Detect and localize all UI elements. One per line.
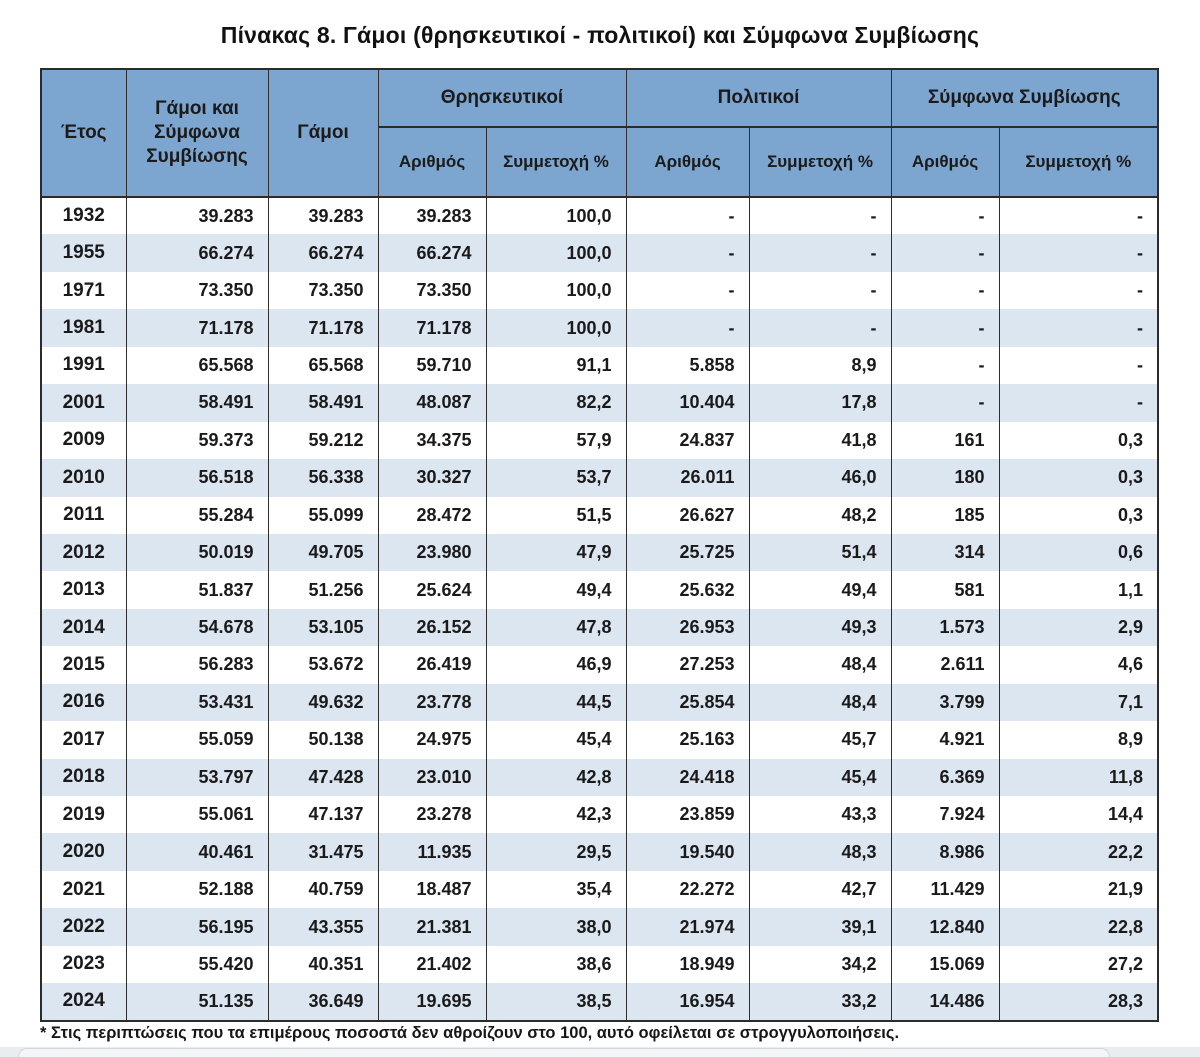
table-row xyxy=(41,983,1158,1020)
civil-share-cell: 49,4 xyxy=(749,571,891,608)
cohabitation-number-cell: 581 xyxy=(891,571,999,608)
subheader-civil-number: Αριθμός xyxy=(626,127,749,197)
marriages-and-unions-cell: 55.061 xyxy=(126,796,268,833)
cohabitation-number-cell: 6.369 xyxy=(891,759,999,796)
year-cell: 2024 xyxy=(41,983,126,1020)
bottom-panel-edge xyxy=(18,1048,1110,1057)
civil-number-cell: 22.272 xyxy=(626,871,749,908)
rounding-footnote: * Στις περιπτώσεις που τα επιμέρους ποσοστά δεν αθροίζουν στο 100, αυτό οφείλεται σε στρογγυλοποιήσεις. xyxy=(40,1024,900,1042)
religious-share-cell: 82,2 xyxy=(486,384,626,421)
marriages-cell: 40.759 xyxy=(268,871,378,908)
religious-number-cell: 21.402 xyxy=(378,946,486,983)
table-row xyxy=(41,946,1158,983)
marriages-cell: 53.672 xyxy=(268,646,378,683)
cohabitation-share-cell: - xyxy=(999,197,1158,234)
marriages-and-unions-cell: 51.837 xyxy=(126,571,268,608)
table-row xyxy=(41,347,1158,384)
civil-number-cell: 25.163 xyxy=(626,721,749,758)
cohabitation-number-cell: - xyxy=(891,197,999,234)
cohabitation-share-cell: 28,3 xyxy=(999,983,1158,1020)
cohabitation-share-cell: 27,2 xyxy=(999,946,1158,983)
cohabitation-number-cell: - xyxy=(891,309,999,346)
table-row xyxy=(41,609,1158,646)
year-cell: 2020 xyxy=(41,833,126,870)
religious-number-cell: 30.327 xyxy=(378,459,486,496)
statistics-table-container xyxy=(40,68,1159,1022)
religious-number-cell: 23.980 xyxy=(378,534,486,571)
civil-number-cell: - xyxy=(626,197,749,234)
religious-share-cell: 53,7 xyxy=(486,459,626,496)
group-header-cohabitation: Σύμφωνα Συμβίωσης xyxy=(891,69,1158,127)
page-title: Πίνακας 8. Γάμοι (θρησκευτικοί - πολιτικοί) και Σύμφωνα Συμβίωσης xyxy=(220,22,980,48)
table-row xyxy=(41,234,1158,271)
cohabitation-share-cell: 22,2 xyxy=(999,833,1158,870)
civil-share-cell: 17,8 xyxy=(749,384,891,421)
cohabitation-number-cell: 1.573 xyxy=(891,609,999,646)
marriages-cell: 31.475 xyxy=(268,833,378,870)
marriages-and-unions-cell: 54.678 xyxy=(126,609,268,646)
cohabitation-number-cell: - xyxy=(891,384,999,421)
year-cell: 2011 xyxy=(41,497,126,534)
marriages-and-unions-cell: 40.461 xyxy=(126,833,268,870)
table-row xyxy=(41,422,1158,459)
year-cell: 2019 xyxy=(41,796,126,833)
civil-share-cell: - xyxy=(749,197,891,234)
table-row xyxy=(41,646,1158,683)
year-cell: 2023 xyxy=(41,946,126,983)
cohabitation-share-cell: 22,8 xyxy=(999,908,1158,945)
religious-number-cell: 28.472 xyxy=(378,497,486,534)
table-row xyxy=(41,197,1158,234)
religious-share-cell: 51,5 xyxy=(486,497,626,534)
marriages-cell: 49.705 xyxy=(268,534,378,571)
civil-number-cell: 5.858 xyxy=(626,347,749,384)
religious-number-cell: 26.152 xyxy=(378,609,486,646)
religious-share-cell: 46,9 xyxy=(486,646,626,683)
religious-number-cell: 48.087 xyxy=(378,384,486,421)
cohabitation-number-cell: 11.429 xyxy=(891,871,999,908)
marriages-and-unions-cell: 52.188 xyxy=(126,871,268,908)
marriages-and-unions-cell: 56.518 xyxy=(126,459,268,496)
table-row xyxy=(41,534,1158,571)
year-cell: 1991 xyxy=(41,347,126,384)
year-cell: 2018 xyxy=(41,759,126,796)
civil-share-cell: - xyxy=(749,309,891,346)
civil-number-cell: 21.974 xyxy=(626,908,749,945)
marriages-cell: 65.568 xyxy=(268,347,378,384)
religious-share-cell: 44,5 xyxy=(486,684,626,721)
religious-share-cell: 38,6 xyxy=(486,946,626,983)
col-header-year: Έτος xyxy=(41,69,126,197)
marriages-cell: 49.632 xyxy=(268,684,378,721)
table-row xyxy=(41,459,1158,496)
cohabitation-share-cell: - xyxy=(999,309,1158,346)
marriages-cell: 40.351 xyxy=(268,946,378,983)
cohabitation-number-cell: 3.799 xyxy=(891,684,999,721)
civil-number-cell: - xyxy=(626,234,749,271)
civil-share-cell: 46,0 xyxy=(749,459,891,496)
marriages-and-unions-cell: 53.431 xyxy=(126,684,268,721)
religious-share-cell: 42,3 xyxy=(486,796,626,833)
cohabitation-number-cell: - xyxy=(891,234,999,271)
year-cell: 2017 xyxy=(41,721,126,758)
cohabitation-number-cell: 15.069 xyxy=(891,946,999,983)
table-row xyxy=(41,833,1158,870)
table-row xyxy=(41,759,1158,796)
marriages-and-unions-cell: 66.274 xyxy=(126,234,268,271)
marriages-cell: 39.283 xyxy=(268,197,378,234)
religious-number-cell: 66.274 xyxy=(378,234,486,271)
civil-number-cell: 19.540 xyxy=(626,833,749,870)
religious-number-cell: 73.350 xyxy=(378,272,486,309)
year-cell: 2009 xyxy=(41,422,126,459)
religious-share-cell: 100,0 xyxy=(486,272,626,309)
religious-share-cell: 42,8 xyxy=(486,759,626,796)
marriages-cell: 53.105 xyxy=(268,609,378,646)
religious-number-cell: 26.419 xyxy=(378,646,486,683)
civil-share-cell: 8,9 xyxy=(749,347,891,384)
marriages-and-unions-cell: 55.284 xyxy=(126,497,268,534)
cohabitation-number-cell: 14.486 xyxy=(891,983,999,1020)
religious-share-cell: 49,4 xyxy=(486,571,626,608)
religious-number-cell: 11.935 xyxy=(378,833,486,870)
civil-share-cell: 33,2 xyxy=(749,983,891,1020)
cohabitation-share-cell: - xyxy=(999,384,1158,421)
religious-share-cell: 38,0 xyxy=(486,908,626,945)
religious-share-cell: 100,0 xyxy=(486,197,626,234)
table-body xyxy=(41,197,1158,1021)
civil-number-cell: 10.404 xyxy=(626,384,749,421)
subheader-religious-share: Συμμετοχή % xyxy=(486,127,626,197)
civil-number-cell: 27.253 xyxy=(626,646,749,683)
cohabitation-share-cell: 2,9 xyxy=(999,609,1158,646)
year-cell: 2015 xyxy=(41,646,126,683)
cohabitation-number-cell: 12.840 xyxy=(891,908,999,945)
civil-number-cell: 18.949 xyxy=(626,946,749,983)
cohabitation-number-cell: 8.986 xyxy=(891,833,999,870)
marriages-and-unions-cell: 55.059 xyxy=(126,721,268,758)
religious-share-cell: 100,0 xyxy=(486,234,626,271)
cohabitation-share-cell: - xyxy=(999,347,1158,384)
year-cell: 1971 xyxy=(41,272,126,309)
cohabitation-number-cell: 185 xyxy=(891,497,999,534)
religious-share-cell: 91,1 xyxy=(486,347,626,384)
year-cell: 1981 xyxy=(41,309,126,346)
table-row xyxy=(41,871,1158,908)
year-cell: 2010 xyxy=(41,459,126,496)
subheader-cohabitation-share: Συμμετοχή % xyxy=(999,127,1158,197)
religious-number-cell: 24.975 xyxy=(378,721,486,758)
group-header-civil: Πολιτικοί xyxy=(626,69,891,127)
cohabitation-share-cell: 7,1 xyxy=(999,684,1158,721)
table-row xyxy=(41,908,1158,945)
marriages-cell: 47.137 xyxy=(268,796,378,833)
civil-share-cell: 48,4 xyxy=(749,684,891,721)
year-cell: 2014 xyxy=(41,609,126,646)
marriages-cell: 43.355 xyxy=(268,908,378,945)
civil-share-cell: 45,7 xyxy=(749,721,891,758)
religious-number-cell: 39.283 xyxy=(378,197,486,234)
marriages-cell: 58.491 xyxy=(268,384,378,421)
civil-number-cell: 25.854 xyxy=(626,684,749,721)
cohabitation-share-cell: 4,6 xyxy=(999,646,1158,683)
civil-number-cell: 25.725 xyxy=(626,534,749,571)
civil-share-cell: 41,8 xyxy=(749,422,891,459)
civil-number-cell: 26.011 xyxy=(626,459,749,496)
religious-number-cell: 18.487 xyxy=(378,871,486,908)
civil-share-cell: 51,4 xyxy=(749,534,891,571)
cohabitation-share-cell: - xyxy=(999,234,1158,271)
cohabitation-number-cell: 314 xyxy=(891,534,999,571)
marriages-cell: 50.138 xyxy=(268,721,378,758)
marriages-cell: 73.350 xyxy=(268,272,378,309)
marriages-cell: 55.099 xyxy=(268,497,378,534)
marriages-civil-unions-table xyxy=(40,68,1159,1022)
cohabitation-number-cell: 4.921 xyxy=(891,721,999,758)
cohabitation-share-cell: - xyxy=(999,272,1158,309)
marriages-and-unions-cell: 58.491 xyxy=(126,384,268,421)
cohabitation-number-cell: 7.924 xyxy=(891,796,999,833)
religious-number-cell: 21.381 xyxy=(378,908,486,945)
table-row xyxy=(41,571,1158,608)
table-row xyxy=(41,309,1158,346)
marriages-and-unions-cell: 59.373 xyxy=(126,422,268,459)
civil-number-cell: 26.953 xyxy=(626,609,749,646)
cohabitation-share-cell: 0,3 xyxy=(999,497,1158,534)
civil-share-cell: - xyxy=(749,234,891,271)
cohabitation-share-cell: 21,9 xyxy=(999,871,1158,908)
civil-share-cell: 48,4 xyxy=(749,646,891,683)
religious-number-cell: 23.278 xyxy=(378,796,486,833)
table-row xyxy=(41,796,1158,833)
marriages-and-unions-cell: 56.283 xyxy=(126,646,268,683)
year-cell: 1955 xyxy=(41,234,126,271)
civil-number-cell: 16.954 xyxy=(626,983,749,1020)
civil-number-cell: 25.632 xyxy=(626,571,749,608)
cohabitation-share-cell: 0,3 xyxy=(999,459,1158,496)
cohabitation-number-cell: - xyxy=(891,272,999,309)
religious-share-cell: 47,9 xyxy=(486,534,626,571)
marriages-cell: 71.178 xyxy=(268,309,378,346)
civil-share-cell: 39,1 xyxy=(749,908,891,945)
marriages-cell: 51.256 xyxy=(268,571,378,608)
civil-number-cell: 24.418 xyxy=(626,759,749,796)
religious-number-cell: 59.710 xyxy=(378,347,486,384)
col-header-marriages-and-unions: Γάμοι και Σύμφωνα Συμβίωσης xyxy=(126,69,268,197)
subheader-religious-number: Αριθμός xyxy=(378,127,486,197)
civil-share-cell: - xyxy=(749,272,891,309)
year-cell: 2022 xyxy=(41,908,126,945)
religious-share-cell: 38,5 xyxy=(486,983,626,1020)
year-cell: 2012 xyxy=(41,534,126,571)
religious-number-cell: 23.778 xyxy=(378,684,486,721)
marriages-and-unions-cell: 39.283 xyxy=(126,197,268,234)
religious-share-cell: 35,4 xyxy=(486,871,626,908)
cohabitation-share-cell: 0,6 xyxy=(999,534,1158,571)
cohabitation-number-cell: 180 xyxy=(891,459,999,496)
religious-number-cell: 19.695 xyxy=(378,983,486,1020)
group-header-religious: Θρησκευτικοί xyxy=(378,69,626,127)
civil-number-cell: 24.837 xyxy=(626,422,749,459)
marriages-and-unions-cell: 53.797 xyxy=(126,759,268,796)
marriages-cell: 36.649 xyxy=(268,983,378,1020)
marriages-cell: 59.212 xyxy=(268,422,378,459)
subheader-civil-share: Συμμετοχή % xyxy=(749,127,891,197)
marriages-and-unions-cell: 56.195 xyxy=(126,908,268,945)
civil-share-cell: 45,4 xyxy=(749,759,891,796)
cohabitation-share-cell: 14,4 xyxy=(999,796,1158,833)
cohabitation-number-cell: 2.611 xyxy=(891,646,999,683)
civil-number-cell: - xyxy=(626,309,749,346)
year-cell: 1932 xyxy=(41,197,126,234)
civil-share-cell: 34,2 xyxy=(749,946,891,983)
col-header-marriages: Γάμοι xyxy=(268,69,378,197)
marriages-cell: 47.428 xyxy=(268,759,378,796)
table-row xyxy=(41,272,1158,309)
cohabitation-number-cell: 161 xyxy=(891,422,999,459)
cohabitation-share-cell: 1,1 xyxy=(999,571,1158,608)
year-cell: 2016 xyxy=(41,684,126,721)
religious-number-cell: 34.375 xyxy=(378,422,486,459)
marriages-and-unions-cell: 51.135 xyxy=(126,983,268,1020)
civil-share-cell: 48,3 xyxy=(749,833,891,870)
table-row xyxy=(41,497,1158,534)
civil-number-cell: 26.627 xyxy=(626,497,749,534)
subheader-cohabitation-number: Αριθμός xyxy=(891,127,999,197)
religious-number-cell: 23.010 xyxy=(378,759,486,796)
table-row xyxy=(41,684,1158,721)
table-row xyxy=(41,384,1158,421)
religious-share-cell: 47,8 xyxy=(486,609,626,646)
cohabitation-share-cell: 0,3 xyxy=(999,422,1158,459)
religious-share-cell: 45,4 xyxy=(486,721,626,758)
marriages-cell: 66.274 xyxy=(268,234,378,271)
cohabitation-share-cell: 8,9 xyxy=(999,721,1158,758)
table-header xyxy=(41,69,1158,197)
religious-share-cell: 100,0 xyxy=(486,309,626,346)
civil-number-cell: - xyxy=(626,272,749,309)
year-cell: 2013 xyxy=(41,571,126,608)
table-row xyxy=(41,721,1158,758)
religious-share-cell: 29,5 xyxy=(486,833,626,870)
marriages-and-unions-cell: 73.350 xyxy=(126,272,268,309)
marriages-cell: 56.338 xyxy=(268,459,378,496)
religious-share-cell: 57,9 xyxy=(486,422,626,459)
civil-number-cell: 23.859 xyxy=(626,796,749,833)
religious-number-cell: 25.624 xyxy=(378,571,486,608)
year-cell: 2021 xyxy=(41,871,126,908)
civil-share-cell: 43,3 xyxy=(749,796,891,833)
marriages-and-unions-cell: 65.568 xyxy=(126,347,268,384)
civil-share-cell: 48,2 xyxy=(749,497,891,534)
cohabitation-number-cell: - xyxy=(891,347,999,384)
civil-share-cell: 42,7 xyxy=(749,871,891,908)
marriages-and-unions-cell: 50.019 xyxy=(126,534,268,571)
civil-share-cell: 49,3 xyxy=(749,609,891,646)
year-cell: 2001 xyxy=(41,384,126,421)
cohabitation-share-cell: 11,8 xyxy=(999,759,1158,796)
marriages-and-unions-cell: 55.420 xyxy=(126,946,268,983)
religious-number-cell: 71.178 xyxy=(378,309,486,346)
marriages-and-unions-cell: 71.178 xyxy=(126,309,268,346)
